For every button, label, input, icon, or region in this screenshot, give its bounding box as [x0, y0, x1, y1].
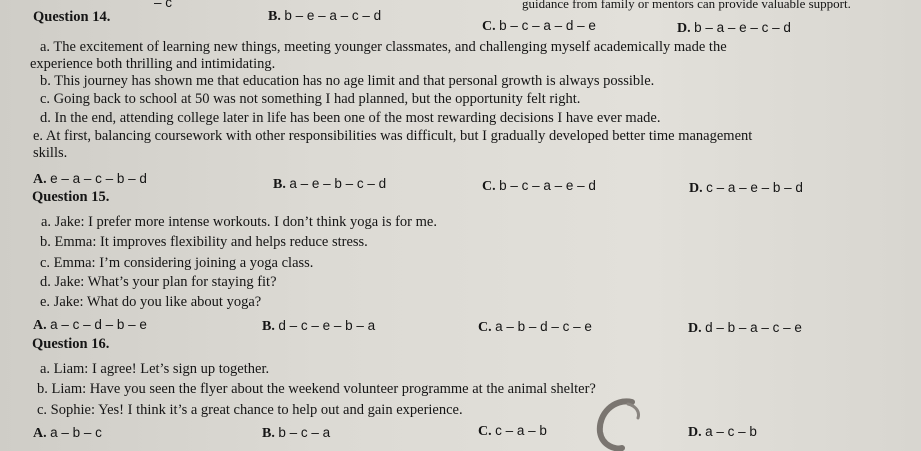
q14-top-option-c: C. b – c – a – d – e: [482, 18, 596, 34]
q15-line-b: b. Emma: It improves flexibility and helps reduce stress.: [40, 234, 368, 250]
q15-line-d: d. Jake: What’s your plan for staying fit?: [40, 274, 277, 290]
q14-line-c: c. Going back to school at 50 was not something I had planned, but the opportunity felt right.: [40, 91, 581, 107]
q14-top-option-b: B. b – e – a – c – d: [268, 8, 382, 24]
q14-option-d: D. c – a – e – b – d: [689, 180, 803, 196]
q16-option-c: C. c – a – b: [478, 423, 547, 439]
q16-line-a: a. Liam: I agree! Let’s sign up together.: [40, 361, 270, 377]
q15-option-c: C. a – b – d – c – e: [478, 319, 592, 335]
q15-title: Question 15.: [32, 189, 110, 205]
q14-title: Question 14.: [33, 9, 111, 25]
top-fragment-text: guidance from family or mentors can provide valuable support.: [522, 0, 851, 11]
q16-line-c: c. Sophie: Yes! I think it’s a great chance to help out and gain experience.: [37, 402, 463, 418]
q14-line-a-cont: experience both thrilling and intimidating.: [30, 56, 276, 72]
handwritten-circle-mark-icon: [592, 396, 652, 451]
q15-line-c: c. Emma: I’m considering joining a yoga class.: [40, 255, 314, 271]
q15-line-e: e. Jake: What do you like about yoga?: [40, 294, 262, 310]
q15-option-b: B. d – c – e – b – a: [262, 318, 376, 334]
q14-line-e-cont: skills.: [33, 145, 68, 161]
q14-line-d: d. In the end, attending college later in life has been one of the most rewarding decisions I have ever made.: [40, 110, 661, 126]
q14-line-a: a. The excitement of learning new things, meeting younger classmates, and challenging myself academically made the: [40, 39, 727, 55]
q16-option-a: A. a – b – c: [33, 425, 102, 441]
q14-option-a: A. e – a – c – b – d: [33, 171, 147, 187]
top-fragment-sequence: – c: [154, 0, 173, 10]
q16-option-d: D. a – c – b: [688, 424, 757, 440]
q16-option-b: B. b – c – a: [262, 425, 331, 441]
q16-title: Question 16.: [32, 336, 110, 352]
q14-line-b: b. This journey has shown me that education has no age limit and that personal growth is always possible.: [40, 73, 655, 89]
q15-option-d: D. d – b – a – c – e: [688, 320, 802, 336]
q14-top-option-d: D. b – a – e – c – d: [677, 20, 791, 36]
q16-line-b: b. Liam: Have you seen the flyer about the weekend volunteer programme at the animal shelter?: [37, 381, 596, 397]
q14-option-c: C. b – c – a – e – d: [482, 178, 596, 194]
q14-option-b: B. a – e – b – c – d: [273, 176, 387, 192]
q15-option-a: A. a – c – d – b – e: [33, 317, 147, 333]
q14-line-e: e. At first, balancing coursework with other responsibilities was difficult, but I gradually developed better time management: [33, 128, 753, 144]
q15-line-a: a. Jake: I prefer more intense workouts. I don’t think yoga is for me.: [41, 214, 437, 230]
